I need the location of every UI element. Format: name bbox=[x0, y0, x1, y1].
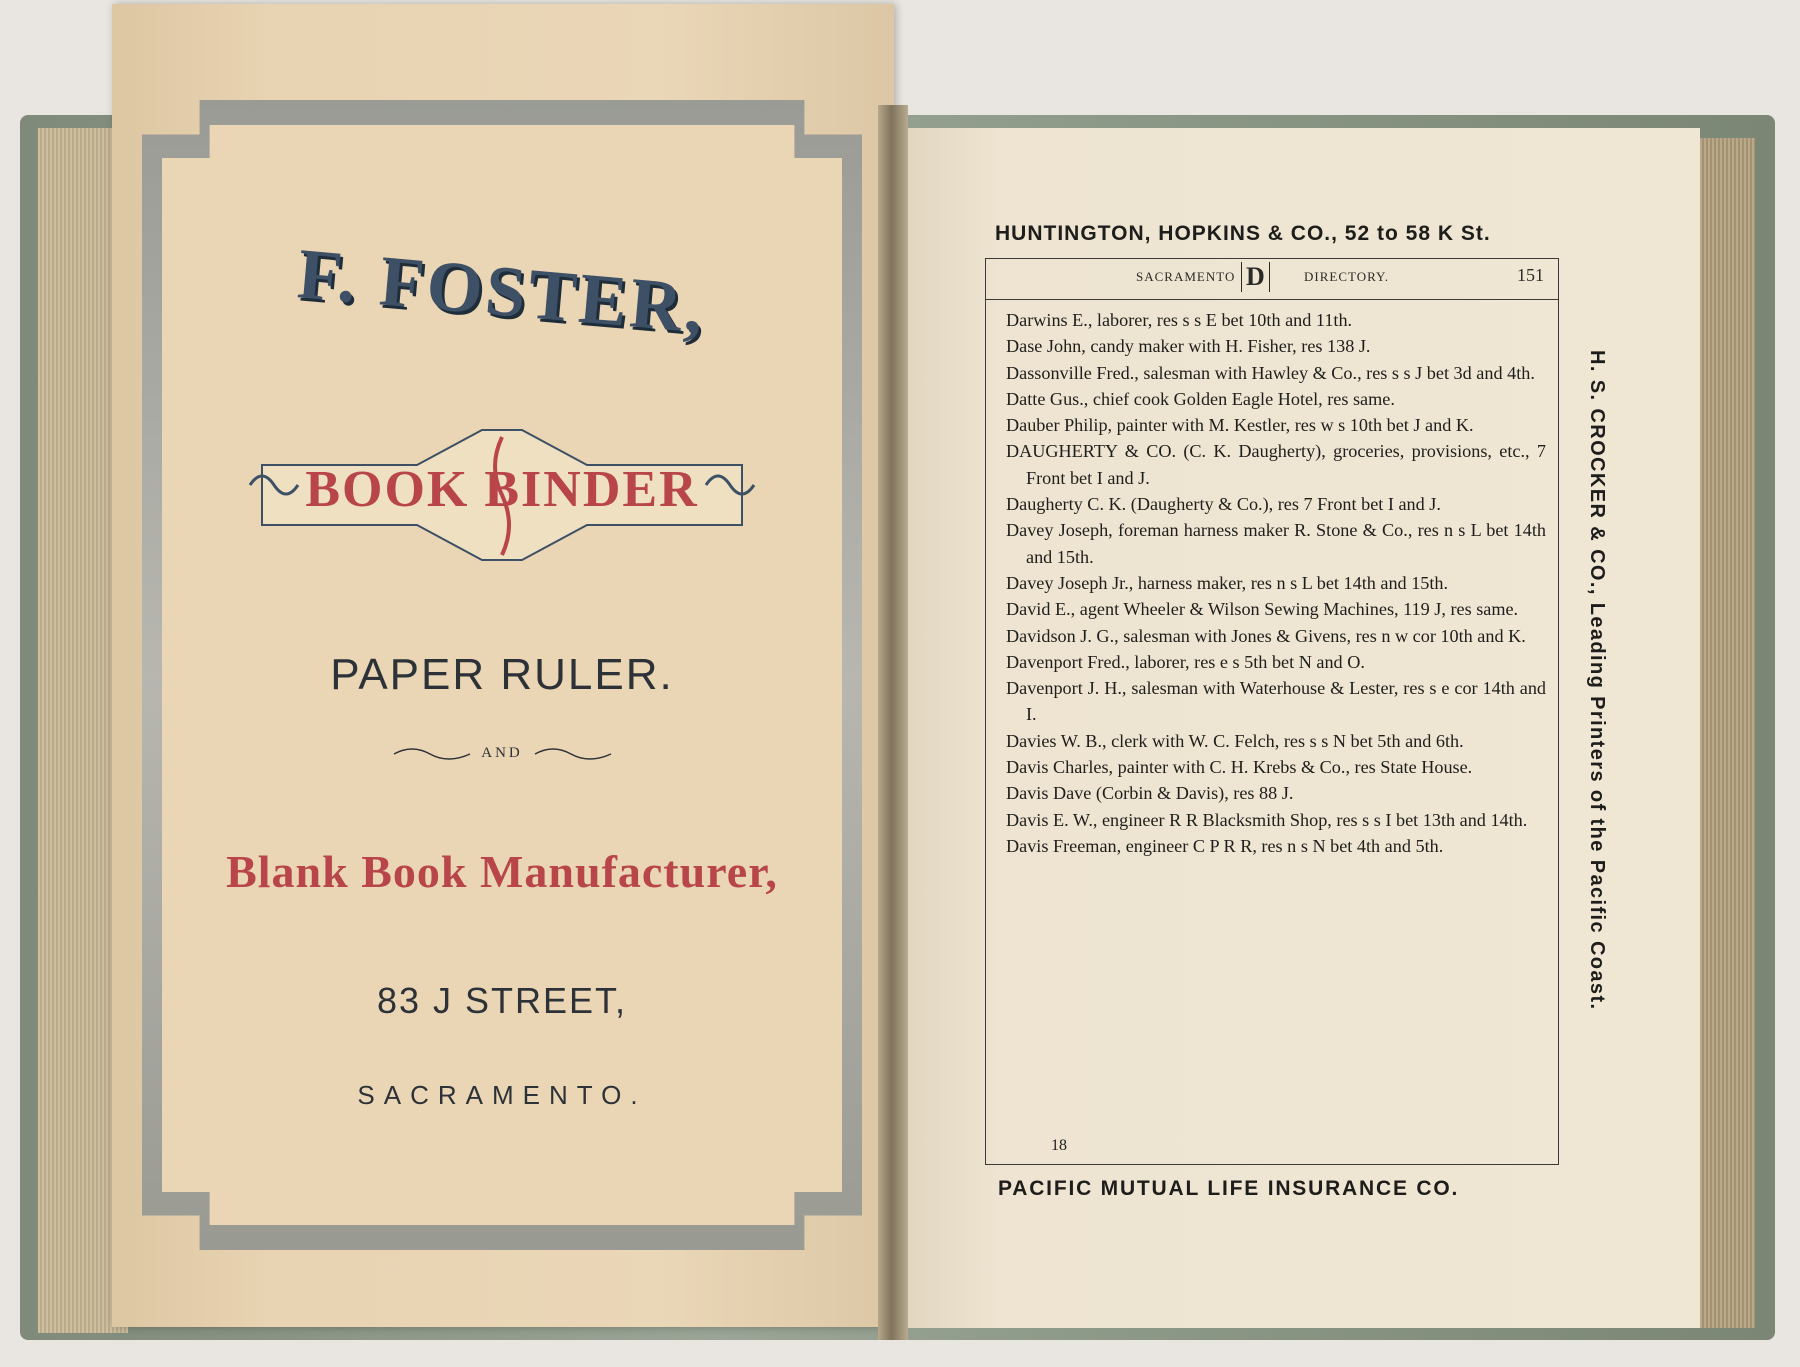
ad-and-row bbox=[162, 745, 842, 762]
ad-trade: BOOK BINDER bbox=[305, 461, 699, 518]
advertisement bbox=[162, 125, 842, 1225]
running-head bbox=[986, 259, 1558, 300]
directory-entry: Davies W. B., clerk with W. C. Felch, res s s N bet 5th and 6th. bbox=[1006, 730, 1464, 751]
directory-entry: Davis Freeman, engineer C P R R, res n s N bet 4th and 5th. bbox=[1006, 835, 1444, 856]
bottom-banner: PACIFIC MUTUAL LIFE INSURANCE CO. bbox=[998, 1177, 1460, 1200]
directory-entry: Davis E. W., engineer R R Blacksmith Shop, res s s I bet 13th and 14th. bbox=[1006, 809, 1528, 830]
book-gutter bbox=[878, 105, 908, 1340]
page-number: 151 bbox=[1517, 265, 1544, 285]
ad-line-blank-book: Blank Book Manufacturer, bbox=[226, 846, 778, 897]
directory-entry: Dase John, candy maker with H. Fisher, res 138 J. bbox=[1006, 336, 1371, 357]
directory-entry: DAUGHERTY & CO. (C. K. Daugherty), groceries, provisions, etc., 7 Front bet I and J. bbox=[1006, 441, 1546, 488]
directory-entry: Dauber Philip, painter with M. Kestler, res w s 10th bet J and K. bbox=[1006, 415, 1474, 436]
ad-conjunction: AND bbox=[481, 745, 523, 761]
directory-box bbox=[985, 258, 1559, 1165]
directory-entry: Davenport J. H., salesman with Waterhouse & Lester, res s e cor 14th and I. bbox=[1006, 678, 1546, 725]
directory-entry: Davey Joseph Jr., harness maker, res n s L bet 14th and 15th. bbox=[1006, 572, 1449, 593]
directory-entry: Datte Gus., chief cook Golden Eagle Hotel, res same. bbox=[1006, 388, 1395, 409]
side-banner: H. S. CROCKER & CO., Leading Printers of the Pacific Coast. bbox=[1586, 350, 1608, 1011]
ad-address: 83 J STREET, bbox=[376, 980, 628, 1021]
directory-entries bbox=[1006, 307, 1546, 859]
signature-mark: 18 bbox=[1051, 1137, 1067, 1154]
directory-entry: David E., agent Wheeler & Wilson Sewing Machines, 119 J, res same. bbox=[1006, 599, 1519, 620]
right-page-edges bbox=[1700, 138, 1755, 1328]
directory-entry: Davenport Fred., laborer, res e s 5th bet N and O. bbox=[1006, 651, 1365, 672]
ad-flourish-left-icon bbox=[392, 747, 472, 761]
ad-flourish-right-icon bbox=[533, 747, 613, 761]
directory-entry: Darwins E., laborer, res s s E bet 10th and 11th. bbox=[1006, 310, 1353, 330]
top-banner: HUNTINGTON, HOPKINS & CO., 52 to 58 K St. bbox=[995, 222, 1491, 245]
ad-name: F. FOSTER, bbox=[294, 233, 710, 349]
directory-entry: Davis Dave (Corbin & Davis), res 88 J. bbox=[1006, 783, 1294, 804]
directory-entry: Dassonville Fred., salesman with Hawley & Co., res s s J bet 3d and 4th. bbox=[1006, 362, 1535, 383]
running-head-letter: D bbox=[1241, 262, 1270, 292]
directory-entry: Davis Charles, painter with C. H. Krebs & Co., res State House. bbox=[1006, 757, 1473, 778]
directory-entry: Davidson J. G., salesman with Jones & Givens, res n w cor 10th and K. bbox=[1006, 625, 1526, 646]
directory-entry: Davey Joseph, foreman harness maker R. Stone & Co., res n s L bet 14th and 15th. bbox=[1006, 520, 1546, 567]
ad-city: SACRAMENTO. bbox=[357, 1080, 647, 1110]
running-head-title: DIRECTORY. bbox=[1304, 269, 1390, 284]
running-head-city: SACRAMENTO bbox=[1136, 269, 1236, 284]
ad-line-paper-ruler: PAPER RULER. bbox=[330, 650, 674, 699]
directory-entry: Daugherty C. K. (Daugherty & Co.), res 7 Front bet I and J. bbox=[1006, 494, 1441, 515]
